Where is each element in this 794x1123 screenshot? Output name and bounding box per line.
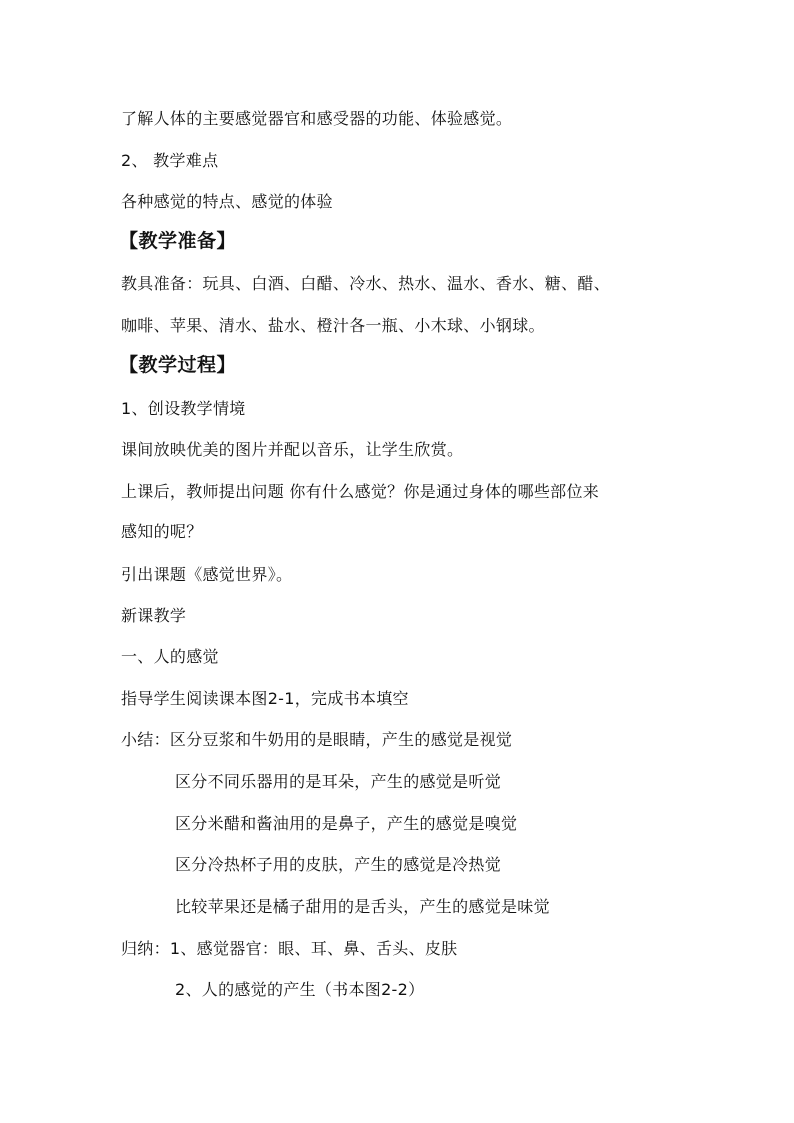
summary-taste: 比较苹果还是橘子甜用的是舌头，产生的感觉是味觉 [175, 897, 550, 916]
summary-hearing: 区分不同乐器用的是耳朵，产生的感觉是听觉 [175, 772, 502, 791]
heading-teaching-process: 【教学过程】 [119, 354, 237, 376]
paragraph-teaching-aids-line-2: 咖啡、苹果、清水、盐水、橙汁各一瓶、小木球、小钢球。 [121, 316, 545, 335]
paragraph-question-line-1: 上课后，教师提出问题 你有什么感觉？你是通过身体的哪些部位来 [121, 482, 600, 501]
paragraph-reading-guide: 指导学生阅读课本图2-1，完成书本填空 [121, 689, 409, 708]
conclusion-sense-generation: 2、人的感觉的产生（书本图2-2） [175, 980, 425, 999]
paragraph-question-line-2: 感知的呢？ [121, 522, 203, 541]
section-human-senses: 一、人的感觉 [121, 647, 219, 666]
conclusion-sense-organs: 归纳：1、感觉器官：眼、耳、鼻、舌头、皮肤 [121, 939, 458, 958]
summary-vision: 小结：区分豆浆和牛奶用的是眼睛，产生的感觉是视觉 [121, 730, 513, 749]
paragraph-topic-intro: 引出课题《感觉世界》。 [121, 565, 293, 584]
summary-smell: 区分米醋和酱油用的是鼻子，产生的感觉是嗅觉 [175, 814, 518, 833]
summary-temperature: 区分冷热杯子用的皮肤，产生的感觉是冷热觉 [175, 855, 502, 874]
heading-teaching-preparation: 【教学准备】 [119, 230, 237, 252]
section-teaching-difficulty: 2、 教学难点 [121, 151, 219, 170]
paragraph-intro-music: 课间放映优美的图片并配以音乐，让学生欣赏。 [121, 440, 464, 459]
section-create-situation: 1、创设教学情境 [121, 399, 246, 418]
section-new-lesson: 新课教学 [121, 606, 187, 625]
paragraph-difficulty: 各种感觉的特点、感觉的体验 [121, 192, 333, 211]
paragraph-objective: 了解人体的主要感觉器官和感受器的功能、体验感觉。 [121, 109, 513, 128]
paragraph-teaching-aids-line-1: 教具准备：玩具、白酒、白醋、冷水、热水、温水、香水、糖、醋、 [121, 274, 611, 293]
